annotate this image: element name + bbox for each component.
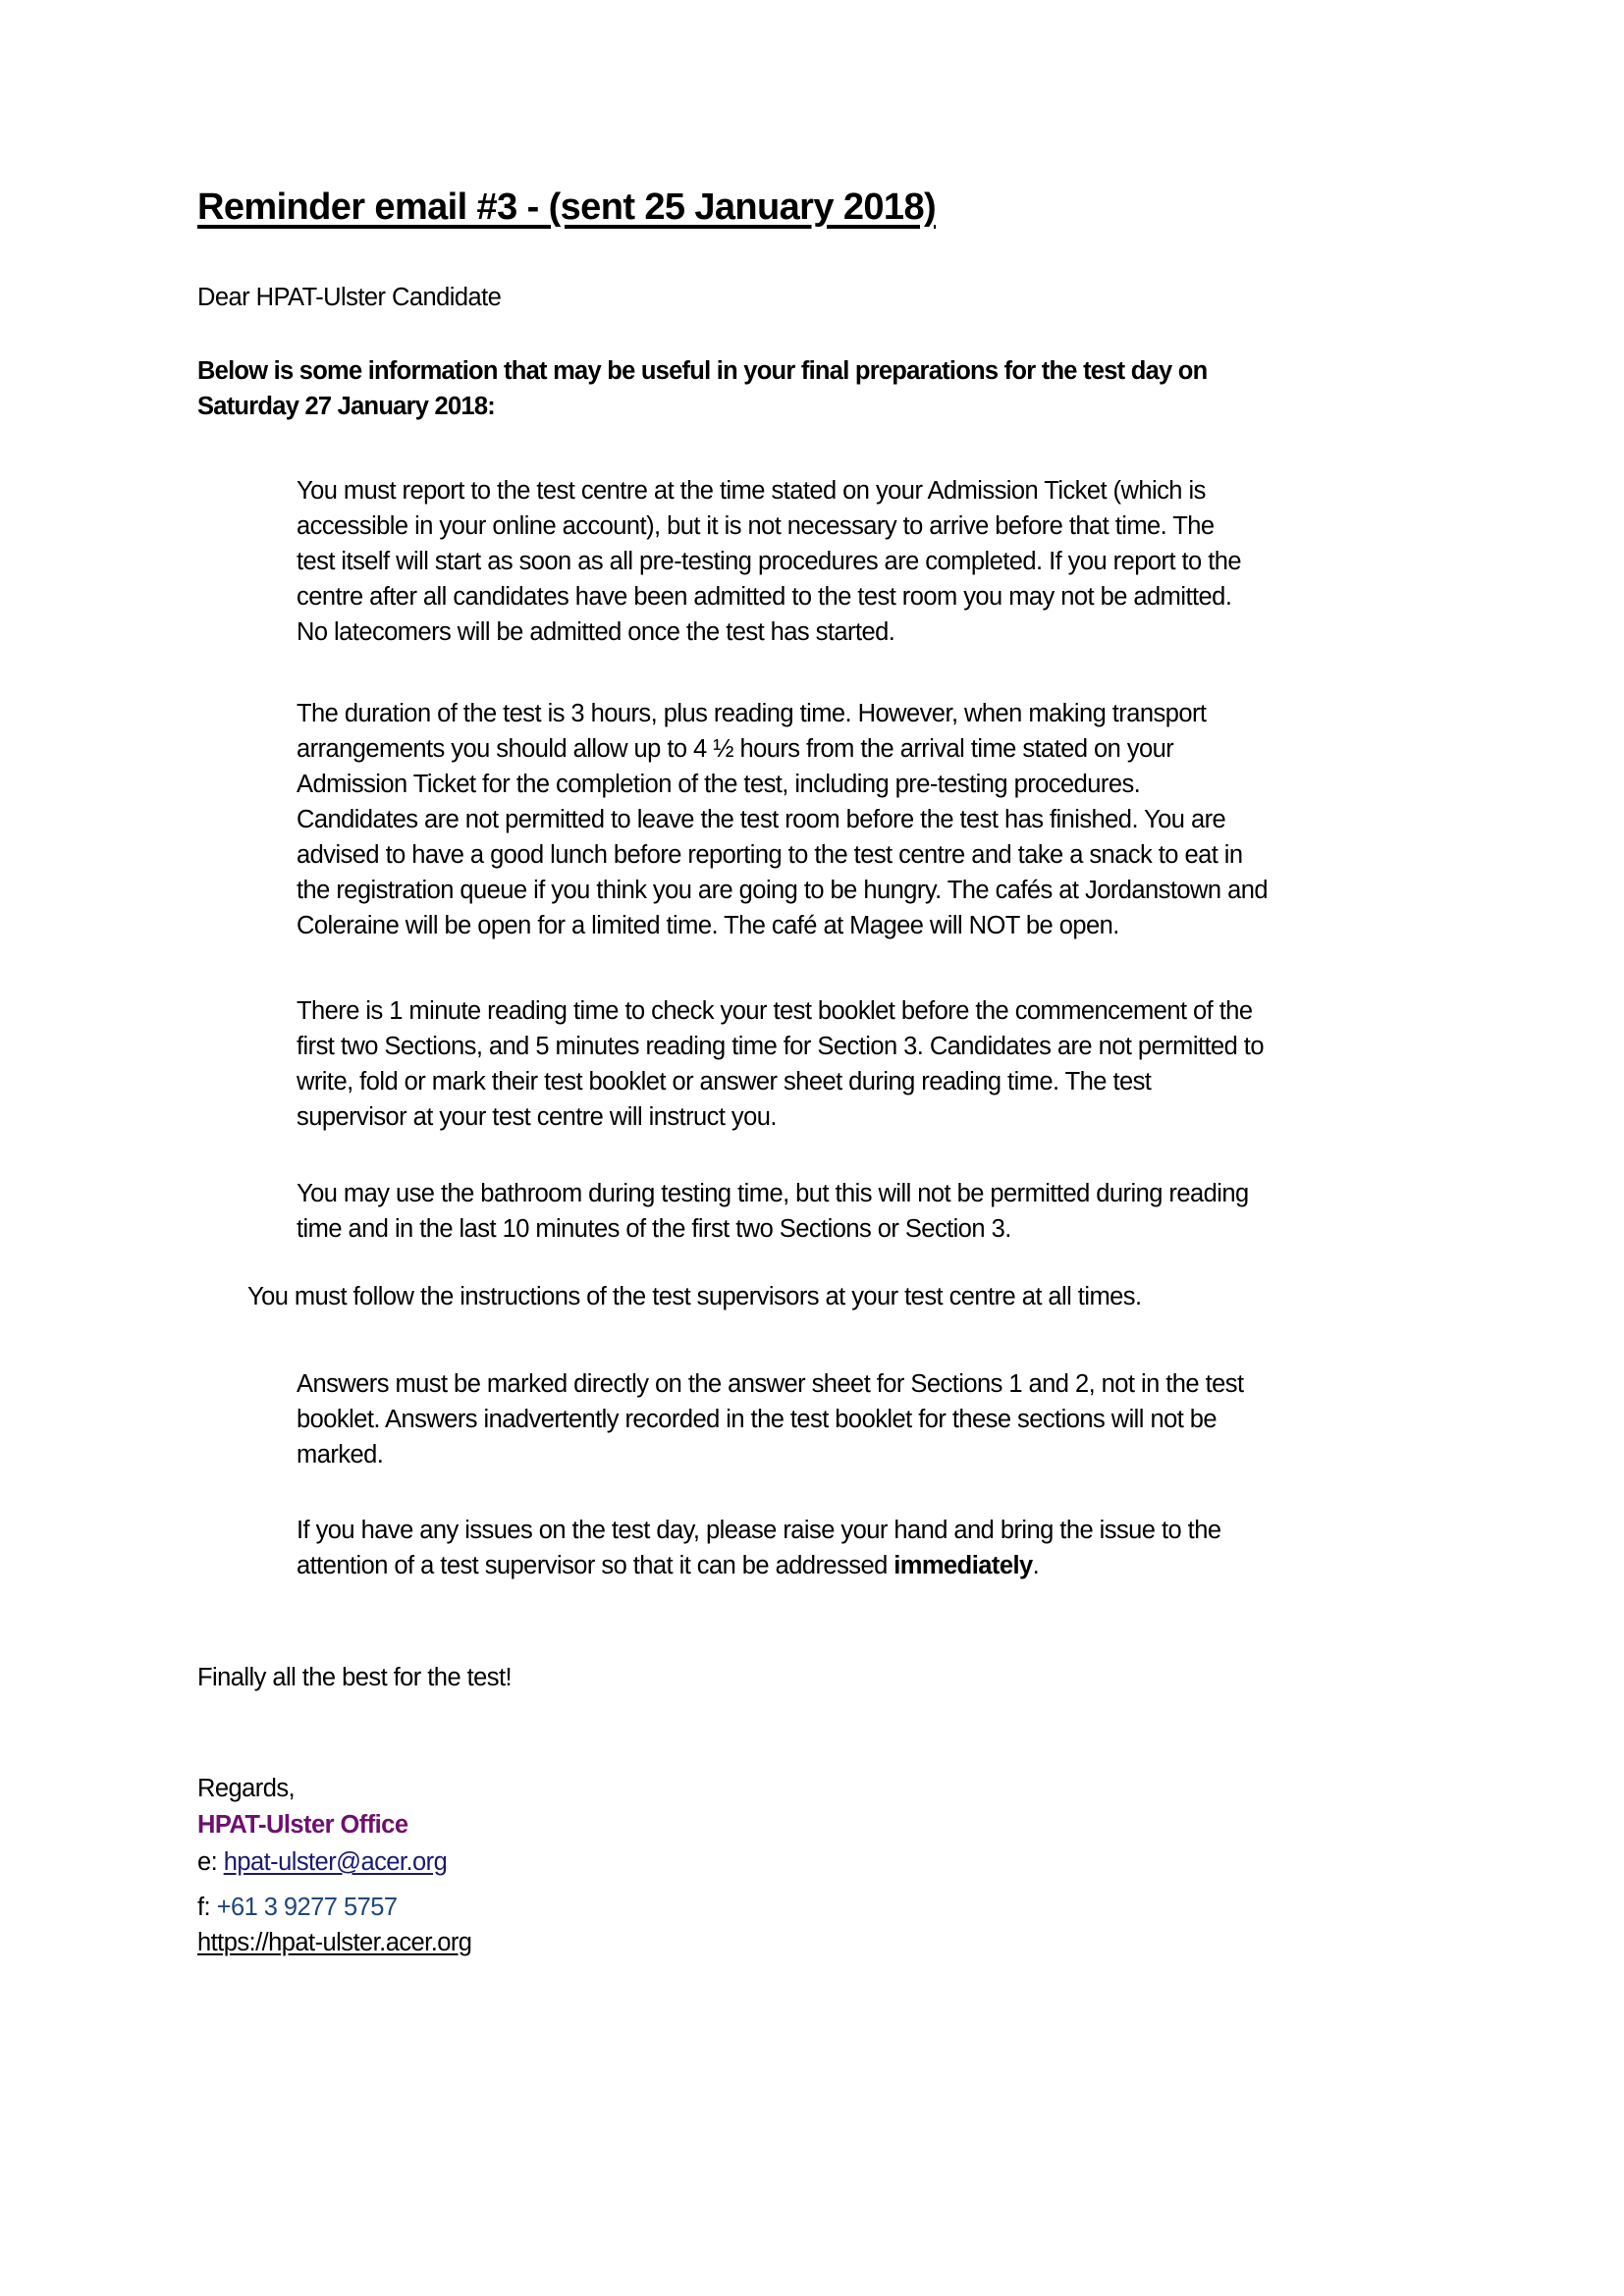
paragraph-duration <box>297 696 1268 943</box>
paragraph-line: Admission Ticket for the completion of the test, including pre-testing procedures. <box>297 771 1141 798</box>
closing-line: Finally all the best for the test! <box>197 1664 513 1691</box>
paragraph-line: Answers must be marked directly on the answer sheet for Sections 1 and 2, not in the test <box>297 1370 1244 1398</box>
text-segment: attention of a test supervisor so that it can be addressed <box>297 1552 894 1579</box>
email-label: e: <box>197 1848 224 1876</box>
paragraph-line: marked. <box>297 1441 384 1468</box>
text-segment: . <box>1032 1552 1040 1579</box>
paragraph-issues <box>297 1513 1220 1583</box>
paragraph-line: No latecomers will be admitted once the test has started. <box>297 618 895 646</box>
paragraph-line: Coleraine will be open for a limited time. The café at Magee will NOT be open. <box>297 912 1119 939</box>
paragraph-line: write, fold or mark their test booklet or answer sheet during reading time. The test <box>297 1068 1152 1095</box>
emphasis-immediately: immediately <box>893 1552 1033 1579</box>
signature-regards: Regards, <box>197 1775 296 1802</box>
follow-instructions-block <box>247 1279 1142 1314</box>
signature-phone-line <box>197 1890 471 1925</box>
paragraph-line: Candidates are not permitted to leave the test room before the test has finished. You are <box>297 806 1226 833</box>
intro-block <box>197 353 1207 424</box>
signature-email-line <box>197 1844 471 1880</box>
paragraph-line: booklet. Answers inadvertently recorded in the test booklet for these sections will not be <box>297 1406 1218 1433</box>
phone-label: f: <box>197 1894 217 1921</box>
paragraph-line: centre after all candidates have been admitted to the test room you may not be admitted. <box>297 583 1232 611</box>
page-title: Reminder email #3 - (sent 25 January 2018) <box>197 187 937 228</box>
paragraph-line: The duration of the test is 3 hours, plus reading time. However, when making transport <box>297 700 1207 727</box>
paragraph-line-last <box>297 1548 1220 1583</box>
paragraph-line: supervisor at your test centre will instruct you. <box>297 1103 777 1131</box>
paragraph-line: You must report to the test centre at the time stated on your Admission Ticket (which is <box>297 477 1206 505</box>
greeting: Dear HPAT-Ulster Candidate <box>197 284 502 311</box>
website-link[interactable]: https://hpat-ulster.acer.org <box>197 1929 472 1956</box>
paragraph-line: time and in the last 10 minutes of the first two Sections or Section 3. <box>297 1215 1011 1243</box>
paragraph-line: There is 1 minute reading time to check your test booklet before the commencement of the <box>297 997 1253 1025</box>
signature-block <box>197 1771 471 1960</box>
closing-block <box>197 1660 512 1695</box>
paragraph-line: the registration queue if you think you are going to be hungry. The cafés at Jordanstown and <box>297 877 1268 904</box>
paragraph-bathroom <box>297 1176 1249 1247</box>
paragraph-reading-time <box>297 993 1264 1135</box>
email-link[interactable]: hpat-ulster@acer.org <box>223 1848 448 1876</box>
paragraph-line: test itself will start as soon as all pre-testing procedures are completed. If you report to the <box>297 548 1242 575</box>
follow-instructions: You must follow the instructions of the test supervisors at your test centre at all times. <box>247 1283 1142 1310</box>
paragraph-line: If you have any issues on the test day, please raise your hand and bring the issue to the <box>297 1517 1221 1544</box>
intro-line: Saturday 27 January 2018: <box>197 393 496 420</box>
paragraph-line: first two Sections, and 5 minutes reading time for Section 3. Candidates are not permitted to <box>297 1033 1264 1060</box>
paragraph-answers <box>297 1366 1244 1472</box>
paragraph-line: advised to have a good lunch before reporting to the test centre and take a snack to eat in <box>297 841 1243 869</box>
intro-line: Below is some information that may be useful in your final preparations for the test day on <box>197 357 1208 385</box>
paragraph-line: accessible in your online account), but it is not necessary to arrive before that time. The <box>297 512 1215 540</box>
paragraph-line: arrangements you should allow up to 4 ½ hours from the arrival time stated on your <box>297 735 1174 763</box>
paragraph-line: You may use the bathroom during testing time, but this will not be permitted during reading <box>297 1180 1249 1207</box>
paragraph-report-time <box>297 473 1241 650</box>
signature-office-name: HPAT-Ulster Office <box>197 1811 408 1839</box>
greeting-block <box>197 280 501 315</box>
phone-number: +61 3 9277 5757 <box>216 1894 398 1921</box>
